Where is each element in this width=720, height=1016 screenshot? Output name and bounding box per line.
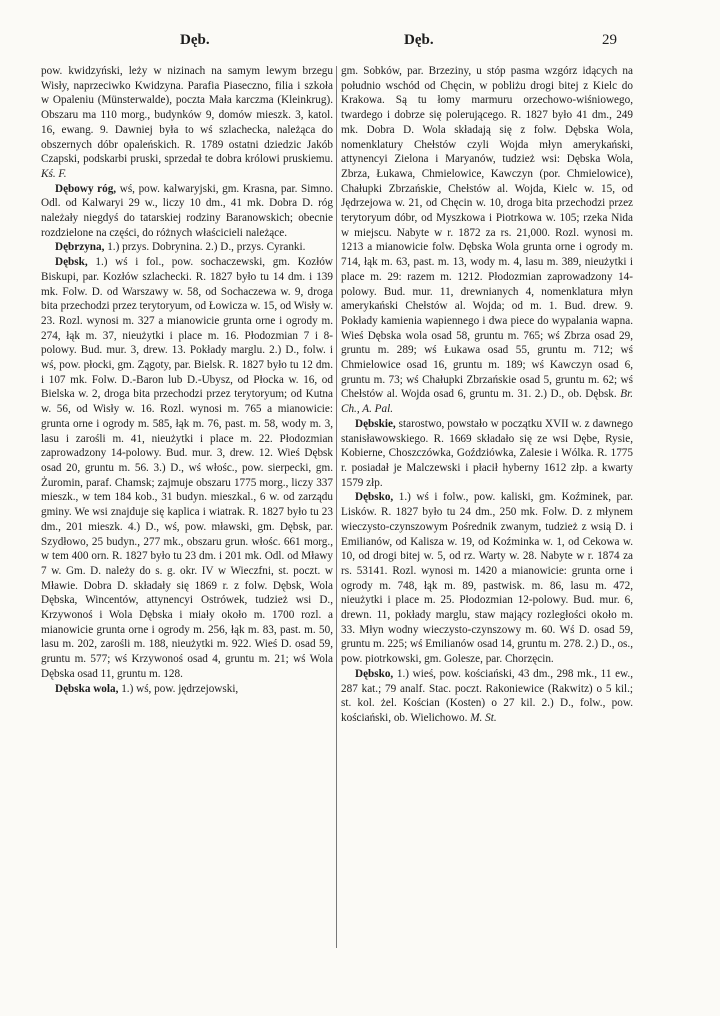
- entry-debrzyna: [41, 240, 333, 255]
- entry-debowy-rog: [41, 182, 333, 241]
- column-divider: [336, 66, 337, 948]
- entry-continuation: [41, 64, 333, 182]
- entry-debsko-koscianski: [341, 667, 633, 726]
- entry-debskie: [341, 417, 633, 491]
- entry-text: pow. kwidzyński, leży w nizinach na samym lewym brzegu Wisły, naprzeciwko Kwidzyna. Parafia Piaseczno, filia i szkoła w Opaleniu (Münsterwalde), poczta Mała karczma (Kleinkrug). Obszaru ma 110 morg., budynków 9, domów mieszk. 3, katol. 16, ewang. 9. Dawniej była to wś szlachecka, należąca do obszernych dóbr opaleńskich. R. 1789 ostatni dziedzic Jakób Czapski, podskarbi pruski, sprzedał te dobra królowi pruskiemu.: [41, 65, 333, 166]
- entry-headword: Dębsk,: [55, 256, 88, 269]
- header-center-word: Dęb.: [404, 32, 434, 48]
- entry-text: 1.) wieś, pow. kościański, 43 dm., 298 mk., 11 ew., 287 kat.; 79 analf. Stac. poczt. Rakoniewice (Rakwitz) o 5 kil.; st. kol. żel. Kościan (Kosten) o 27 kil. 2.) D., folw., pow. kościański, ob. Wielichowo.: [341, 667, 633, 724]
- entry-headword: Dębskie,: [355, 417, 396, 430]
- running-header: [0, 32, 720, 54]
- entry-debsko-kaliski: [341, 490, 633, 666]
- entry-text: 1.) wś i folw., pow. kaliski, gm. Koźminek, par. Lisków. R. 1827 było tu 24 dm., 250 mk. Folw. D. z młynem wieczysto-czynszowym Pośrednik zwanym, tudzież z wsią D. i Emilianów, od Kalisza w. 19, od Koźminka w. 1, od Cekowa w. 10, od drogi bitej w. 5, od rz. Warty w. 28. Nabyte w r. 1874 za rs. 53141. Rozl. wynosi m. 1420 a mianowicie: grunta orne i ogrody m. 748, łąk m. 89, pastwisk. m. 86, lasu m. 472, nieużytki i place m. 25. Płodozmian 12-polowy. Bud. mur. 6, drewn. 11, pokłady marglu, staw mający rozległości około m. 33. Młyn wodny wieczysto-czynszowy m. 60. Wś D. osad 59, gruntu m. 225; wś Emilianów osad 14, gruntu m. 278. 2.) D., os., pow. piotrkowski, gm. Golesze, par. Chorzęcin.: [341, 491, 634, 666]
- entry-text: wś, pow. kalwaryjski, gm. Krasna, par. Simno. Odl. od Kalwaryi 29 w., liczy 10 dm., 41 mk. Dobra D. róg należały niegdyś do tatarskiej rodziny Baranowskich; obecnie rozdzielone na części, do różnych właścicieli należące.: [41, 182, 334, 239]
- left-column: [41, 64, 333, 696]
- author-signature: Kś. F.: [41, 167, 67, 180]
- page-number: 29: [602, 32, 617, 48]
- entry-headword: Dębowy róg,: [55, 182, 117, 195]
- entry-text: 1.) przys. Dobrynina. 2.) D., przys. Cyranki.: [107, 241, 306, 254]
- entry-debsk: [41, 255, 333, 681]
- author-signature: Br. Ch., A. Pal.: [341, 388, 634, 416]
- entry-headword: Dębsko,: [355, 667, 394, 680]
- entry-debska-wola: [41, 682, 333, 697]
- author-signature: M. St.: [470, 711, 497, 724]
- entry-text: gm. Sobków, par. Brzeziny, u stóp pasma wzgórz idących na południo wschód od Chęcin, w pobliżu drogi bitej z Kielc do Krakowa. Są tu łomy marmuru orzechowo-wiśniowego, twardego i dobrze się polerującego. R. 1827 było 41 dm., 249 mk. Dobra D. Wola składają się z folw. Dębska Wola, nomenklatury Chełstów czyli Wojda młyn amerykański, attynencyi Zielona i Maryanów, tudzież wsi: Dębska Wola, Zbrza, Łukawa, Chmielowice, Kawczyn (por. Chmielowice), Chałupki Zbrzańskie, Chełstów al. Wojda, Kielc w. 15, od Jędrzejowa w. 21, od Chęcin w. 10, droga bita przechodzi przez terytoryum dóbr, od Myszkowa i Piotrkowa w. 105; rzeka Nida w miejscu. Nabyte w r. 1872 za rs. 21,000. Rozl. wynosi m. 1213 a mianowicie folw. Dębska Wola grunta orne i ogrody m. 714, łąk m. 63, past. m. 13, wody m. 4, lasu m. 389, nieużytki i place m. 29: razem m. 1212. Płodozmian zaprowadzony 14-polowy. Bud. mur. 11, drewnianych 4, nomenklatura młyn amerykański Chełstów al. Wojda; od m. 1. Bud. drew. 9. Pokłady kamienia wapiennego i dwa piece do wypalania wapna. Wieś Dębska wola osad 58, gruntu m. 765; wś Zbrza osad 29, gruntu m. 289; wś Łukawa osad 55, gruntu m. 712; wś Chmielowice osad 16, gruntu m. 189; wś Kawczyn osad 6, gruntu m. 73; wś Chałupki Zbrzańskie osad 5, gruntu m. 62; wś Chełstów al. Wojda osad 6, gruntu m. 31. 2.) D., ob. Dębsk.: [341, 65, 633, 401]
- entry-headword: Dębsko,: [355, 491, 394, 504]
- entry-text: starostwo, powstało w początku XVII w. z dawnego stanisławowskiego. R. 1669 składało się ze wsi Dębe, Rysie, Kobierne, Choszczówka, Goździówka, Zalesie i Wólka. R. 1775 r. posiadał je Malczewski i płacił hyberny 1612 złp. a kwarty 1579 złp.: [341, 417, 633, 489]
- entry-headword: Dębska wola,: [55, 682, 119, 695]
- entry-text: 1.) wś i fol., pow. sochaczewski, gm. Kozłów Biskupi, par. Kozłów szlachecki. R. 1827 było tu 14 dm. i 139 mk. Folw. D. od Warszawy w. 58, od Sochaczewa w. 9, droga bita przechodzi przez terytoryum, od Łowicza w. 15, od Wisły w. 23. Rozl. wynosi m. 327 a mianowicie grunta orne i ogrody m. 274, łąk m. 37, nieużytki i place m. 16. Płodozmian 7 i 8-polowy. Bud. mur. 3, drew. 13. Pokłady marglu. 2.) D., folw. i wś, pow. płocki, gm. Zągoty, par. Bielsk. R. 1827 było tu 12 dm. i 107 mk. Folw. D.-Baron lub D.-Ubysz, od Płocka w. 16, od Bielska w. 2, droga bita przechodzi przez terytoryum; od Kutna w. 56, od Wisły w. 16. Rozl. wynosi m. 765 a mianowicie: grunta orne i ogrody m. 585, łąk m. 76, past. m. 58, wody m. 3, lasu i zarośli m. 41, nieużytki i place m. 22. Płodozmian zaprowadzony 14-polowy. Bud. mur. 3, drew. 12. Wieś Dębsk osad 20, gruntu m. 56. 3.) D., wś włośc., pow. sierpecki, gm. Żuromin, paraf. Chamsk; zajmuje obszaru 1775 morg., liczy 337 mieszk., w tem 184 kob., 31 budyn. mieszkal., 6 w. od zarządu gminy. We wsi znajduje się kaplica i wiatrak. R. 1827 było tu 23 dm., 201 mieszk. 4.) D., wś, pow. mławski, gm. Dębsk, par. Szydłowo, 25 budyn., 277 mk., obszaru grun. włośc. 661 morg., w tem 400 orn. R. 1827 było tu 23 dm. i 201 mk. Odl. od Mławy 7 w. Gm. D. należy do s. g. okr. IV w Wieczfni, st. poczt. w Mławie. Dobra D. składały się 1869 r. z folw. Dębsk, Wola Dębska, Wincentów, attynencyi Ostrówek, tudzież wsi D., Krzywonoś i Wola Dębska i miały około m. 1700 rozl. a mianowicie grunta orne i ogrody m. 256, łąk m. 83, past. m. 50, lasu m. 202, zarośli m. 188, nieużytki m. 922. Wieś D. osad 59, gruntu m. 577; wś Krzywonoś osad 4, gruntu m. 21; wś Wola Dębska osad 11, gruntu m. 128.: [41, 256, 333, 680]
- header-left-word: Dęb.: [180, 32, 210, 48]
- entry-headword: Dębrzyna,: [55, 241, 105, 254]
- entry-continuation: [341, 64, 633, 417]
- entry-text: 1.) wś, pow. jędrzejowski,: [121, 682, 239, 695]
- right-column: [341, 64, 633, 726]
